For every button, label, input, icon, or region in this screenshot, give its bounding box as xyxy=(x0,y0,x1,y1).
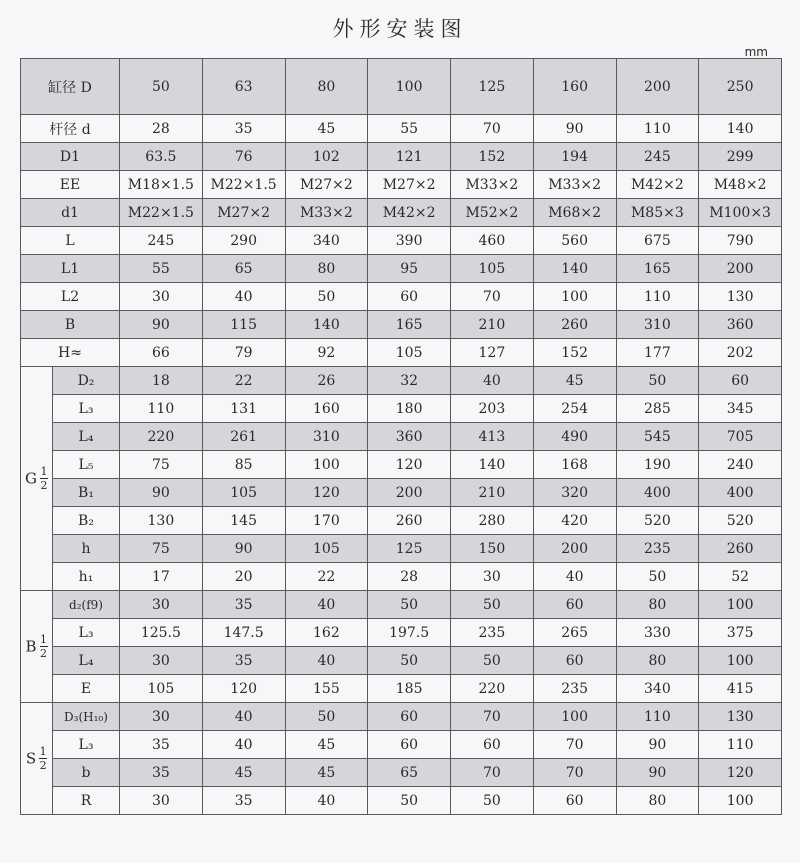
table-cell: 235 xyxy=(533,675,616,703)
table-cell: M33×2 xyxy=(533,171,616,199)
table-cell: 28 xyxy=(120,115,203,143)
table-cell: 340 xyxy=(285,227,368,255)
row-label: 杆径 d xyxy=(21,115,120,143)
table-cell: 250 xyxy=(699,59,782,115)
table-cell: 65 xyxy=(202,255,285,283)
table-cell: 130 xyxy=(699,283,782,311)
table-cell: 254 xyxy=(533,395,616,423)
table-cell: 560 xyxy=(533,227,616,255)
table-cell: 22 xyxy=(285,563,368,591)
table-cell: 45 xyxy=(285,115,368,143)
table-cell: 310 xyxy=(616,311,699,339)
table-cell: 194 xyxy=(533,143,616,171)
table-cell: 245 xyxy=(616,143,699,171)
table-cell: 140 xyxy=(699,115,782,143)
table-cell: M100×3 xyxy=(699,199,782,227)
table-row xyxy=(21,283,782,311)
table-cell: 80 xyxy=(285,59,368,115)
group-letter: G xyxy=(25,469,37,488)
table-cell: 50 xyxy=(285,283,368,311)
table-cell: 265 xyxy=(533,619,616,647)
table-cell: 30 xyxy=(120,703,203,731)
table-cell: 790 xyxy=(699,227,782,255)
row-label: L₄ xyxy=(53,423,120,451)
table-row xyxy=(21,759,782,787)
table-cell: 90 xyxy=(120,311,203,339)
table-cell: 130 xyxy=(120,507,203,535)
row-label: B₂ xyxy=(53,507,120,535)
table-cell: 675 xyxy=(616,227,699,255)
table-cell: 120 xyxy=(368,451,451,479)
table-cell: 261 xyxy=(202,423,285,451)
row-label: D1 xyxy=(21,143,120,171)
table-cell: 140 xyxy=(451,451,534,479)
table-cell: 30 xyxy=(120,647,203,675)
table-cell: 60 xyxy=(533,647,616,675)
table-cell: 345 xyxy=(699,395,782,423)
table-row xyxy=(21,59,782,115)
table-cell: 290 xyxy=(202,227,285,255)
table-cell: 100 xyxy=(699,647,782,675)
table-cell: 170 xyxy=(285,507,368,535)
row-label: E xyxy=(53,675,120,703)
table-row xyxy=(21,143,782,171)
table-cell: 197.5 xyxy=(368,619,451,647)
table-cell: 50 xyxy=(451,647,534,675)
table-cell: 17 xyxy=(120,563,203,591)
table-cell: 30 xyxy=(120,283,203,311)
table-cell: 100 xyxy=(699,787,782,815)
table-cell: 70 xyxy=(451,115,534,143)
table-cell: 260 xyxy=(699,535,782,563)
table-cell: 320 xyxy=(533,479,616,507)
table-cell: 40 xyxy=(285,787,368,815)
group-fraction xyxy=(40,465,48,492)
group-fraction xyxy=(40,633,48,660)
table-cell: 705 xyxy=(699,423,782,451)
table-cell: 180 xyxy=(368,395,451,423)
table-cell: 90 xyxy=(533,115,616,143)
row-label: H≈ xyxy=(21,339,120,367)
table-row xyxy=(21,171,782,199)
table-cell: 63.5 xyxy=(120,143,203,171)
table-cell: M48×2 xyxy=(699,171,782,199)
table-row xyxy=(21,675,782,703)
table-cell: 100 xyxy=(533,283,616,311)
table-cell: 70 xyxy=(451,759,534,787)
table-cell: 147.5 xyxy=(202,619,285,647)
table-cell: 260 xyxy=(533,311,616,339)
table-cell: 210 xyxy=(451,479,534,507)
row-label: h xyxy=(53,535,120,563)
table-cell: 76 xyxy=(202,143,285,171)
table-cell: 310 xyxy=(285,423,368,451)
fraction-denominator: 2 xyxy=(40,647,48,660)
table-cell: 90 xyxy=(202,535,285,563)
table-row xyxy=(21,647,782,675)
table-cell: 152 xyxy=(533,339,616,367)
table-cell: 120 xyxy=(202,675,285,703)
table-cell: 40 xyxy=(285,591,368,619)
table-cell: 70 xyxy=(451,703,534,731)
row-label: EE xyxy=(21,171,120,199)
table-cell: 35 xyxy=(120,731,203,759)
fraction-numerator: 1 xyxy=(40,465,48,478)
table-cell: 50 xyxy=(368,647,451,675)
group-label xyxy=(21,591,53,703)
group-letter: S xyxy=(25,749,37,768)
table-cell: 110 xyxy=(699,731,782,759)
table-cell: 165 xyxy=(616,255,699,283)
table-cell: M27×2 xyxy=(202,199,285,227)
table-cell: 415 xyxy=(699,675,782,703)
table-cell: 105 xyxy=(285,535,368,563)
table-cell: 50 xyxy=(616,563,699,591)
table-cell: 168 xyxy=(533,451,616,479)
table-cell: 460 xyxy=(451,227,534,255)
table-row xyxy=(21,507,782,535)
table-cell: 40 xyxy=(451,367,534,395)
table-cell: 185 xyxy=(368,675,451,703)
table-cell: 22 xyxy=(202,367,285,395)
table-row xyxy=(21,591,782,619)
table-cell: 203 xyxy=(451,395,534,423)
table-cell: 490 xyxy=(533,423,616,451)
group-label xyxy=(21,703,53,815)
table-cell: 400 xyxy=(616,479,699,507)
table-cell: 220 xyxy=(120,423,203,451)
table-cell: 40 xyxy=(533,563,616,591)
table-row xyxy=(21,703,782,731)
row-label: 缸径 D xyxy=(21,59,120,115)
table-cell: 152 xyxy=(451,143,534,171)
table-cell: 100 xyxy=(699,591,782,619)
table-cell: 125 xyxy=(368,535,451,563)
table-row xyxy=(21,115,782,143)
dimension-table xyxy=(20,58,782,815)
row-label: L₄ xyxy=(53,647,120,675)
table-cell: M52×2 xyxy=(451,199,534,227)
table-cell: 50 xyxy=(368,787,451,815)
table-cell: 235 xyxy=(616,535,699,563)
table-cell: 245 xyxy=(120,227,203,255)
table-cell: 28 xyxy=(368,563,451,591)
table-cell: 375 xyxy=(699,619,782,647)
table-cell: 400 xyxy=(699,479,782,507)
fraction-numerator: 1 xyxy=(40,633,48,646)
table-cell: 30 xyxy=(120,591,203,619)
table-cell: 110 xyxy=(616,283,699,311)
table-cell: 200 xyxy=(616,59,699,115)
table-cell: 30 xyxy=(120,787,203,815)
table-cell: 30 xyxy=(451,563,534,591)
table-cell: 80 xyxy=(285,255,368,283)
table-cell: 140 xyxy=(533,255,616,283)
table-cell: 50 xyxy=(451,591,534,619)
table-cell: 45 xyxy=(202,759,285,787)
table-row xyxy=(21,367,782,395)
table-cell: 520 xyxy=(699,507,782,535)
table-row xyxy=(21,563,782,591)
table-row xyxy=(21,255,782,283)
row-label: L₃ xyxy=(53,395,120,423)
table-cell: M22×1.5 xyxy=(120,199,203,227)
table-cell: M18×1.5 xyxy=(120,171,203,199)
table-cell: 60 xyxy=(533,787,616,815)
table-cell: 60 xyxy=(368,731,451,759)
table-cell: 200 xyxy=(368,479,451,507)
table-cell: 35 xyxy=(120,759,203,787)
table-cell: 102 xyxy=(285,143,368,171)
table-row xyxy=(21,787,782,815)
table-cell: 125 xyxy=(451,59,534,115)
table-cell: M22×1.5 xyxy=(202,171,285,199)
table-cell: 60 xyxy=(368,703,451,731)
table-cell: 40 xyxy=(202,703,285,731)
table-cell: 235 xyxy=(451,619,534,647)
row-label: B₁ xyxy=(53,479,120,507)
table-cell: 202 xyxy=(699,339,782,367)
table-cell: 545 xyxy=(616,423,699,451)
table-cell: 177 xyxy=(616,339,699,367)
table-cell: 90 xyxy=(120,479,203,507)
table-cell: 240 xyxy=(699,451,782,479)
table-row xyxy=(21,311,782,339)
table-cell: 63 xyxy=(202,59,285,115)
table-cell: 165 xyxy=(368,311,451,339)
table-cell: 145 xyxy=(202,507,285,535)
table-cell: 70 xyxy=(533,759,616,787)
table-cell: 105 xyxy=(368,339,451,367)
table-cell: 90 xyxy=(616,759,699,787)
table-cell: 90 xyxy=(616,731,699,759)
table-cell: 340 xyxy=(616,675,699,703)
table-cell: 150 xyxy=(451,535,534,563)
table-cell: 40 xyxy=(202,731,285,759)
table-cell: 35 xyxy=(202,787,285,815)
table-row xyxy=(21,451,782,479)
table-cell: 45 xyxy=(285,731,368,759)
unit-label: mm xyxy=(744,45,768,59)
fraction-denominator: 2 xyxy=(40,479,48,492)
table-row xyxy=(21,479,782,507)
table-cell: 285 xyxy=(616,395,699,423)
table-row xyxy=(21,339,782,367)
table-cell: 190 xyxy=(616,451,699,479)
table-cell: M27×2 xyxy=(285,171,368,199)
table-cell: 115 xyxy=(202,311,285,339)
table-cell: 75 xyxy=(120,451,203,479)
table-cell: 66 xyxy=(120,339,203,367)
table-cell: 80 xyxy=(616,591,699,619)
table-cell: 160 xyxy=(285,395,368,423)
fraction-numerator: 1 xyxy=(39,745,47,758)
table-cell: 420 xyxy=(533,507,616,535)
table-cell: 110 xyxy=(120,395,203,423)
row-label: d1 xyxy=(21,199,120,227)
table-cell: 65 xyxy=(368,759,451,787)
row-label: L2 xyxy=(21,283,120,311)
table-cell: 95 xyxy=(368,255,451,283)
table-cell: 105 xyxy=(451,255,534,283)
table-cell: 125.5 xyxy=(120,619,203,647)
table-cell: 260 xyxy=(368,507,451,535)
table-cell: 60 xyxy=(699,367,782,395)
table-cell: M68×2 xyxy=(533,199,616,227)
table-cell: 155 xyxy=(285,675,368,703)
table-row xyxy=(21,227,782,255)
table-row xyxy=(21,423,782,451)
table-cell: 390 xyxy=(368,227,451,255)
row-label: b xyxy=(53,759,120,787)
row-label: R xyxy=(53,787,120,815)
group-fraction xyxy=(39,745,47,772)
row-label: D₃(H₁₀) xyxy=(53,703,120,731)
group-label xyxy=(21,367,53,591)
table-cell: 120 xyxy=(285,479,368,507)
table-cell: 20 xyxy=(202,563,285,591)
table-cell: 110 xyxy=(616,703,699,731)
table-cell: 40 xyxy=(285,647,368,675)
table-cell: 50 xyxy=(616,367,699,395)
table-cell: 100 xyxy=(285,451,368,479)
table-cell: 131 xyxy=(202,395,285,423)
table-cell: 360 xyxy=(368,423,451,451)
table-row xyxy=(21,395,782,423)
page-title: 外形安装图 xyxy=(332,17,468,41)
table-cell: 130 xyxy=(699,703,782,731)
table-cell: 18 xyxy=(120,367,203,395)
table-cell: 45 xyxy=(285,759,368,787)
table-cell: 105 xyxy=(202,479,285,507)
table-cell: 55 xyxy=(368,115,451,143)
table-row xyxy=(21,535,782,563)
row-label: L₃ xyxy=(53,731,120,759)
group-letter: B xyxy=(25,637,37,656)
table-cell: 35 xyxy=(202,115,285,143)
table-row xyxy=(21,199,782,227)
table-cell: 60 xyxy=(533,591,616,619)
table-cell: M85×3 xyxy=(616,199,699,227)
row-label: L₅ xyxy=(53,451,120,479)
table-cell: 70 xyxy=(451,283,534,311)
table-cell: 200 xyxy=(699,255,782,283)
table-cell: 200 xyxy=(533,535,616,563)
row-label: L1 xyxy=(21,255,120,283)
table-cell: M33×2 xyxy=(451,171,534,199)
table-cell: 220 xyxy=(451,675,534,703)
table-cell: 100 xyxy=(368,59,451,115)
row-label: B xyxy=(21,311,120,339)
row-label: L₃ xyxy=(53,619,120,647)
table-cell: 360 xyxy=(699,311,782,339)
table-cell: 70 xyxy=(533,731,616,759)
row-label: D₂ xyxy=(53,367,120,395)
table-cell: 100 xyxy=(533,703,616,731)
table-cell: 210 xyxy=(451,311,534,339)
table-cell: 80 xyxy=(616,787,699,815)
table-cell: 40 xyxy=(202,283,285,311)
table-cell: 120 xyxy=(699,759,782,787)
table-cell: 50 xyxy=(120,59,203,115)
table-cell: 32 xyxy=(368,367,451,395)
table-cell: 85 xyxy=(202,451,285,479)
table-cell: 121 xyxy=(368,143,451,171)
table-cell: 80 xyxy=(616,647,699,675)
table-cell: M42×2 xyxy=(368,199,451,227)
table-cell: 127 xyxy=(451,339,534,367)
table-cell: M33×2 xyxy=(285,199,368,227)
table-cell: 79 xyxy=(202,339,285,367)
table-cell: 45 xyxy=(533,367,616,395)
table-cell: 140 xyxy=(285,311,368,339)
table-cell: 330 xyxy=(616,619,699,647)
table-cell: M27×2 xyxy=(368,171,451,199)
row-label: L xyxy=(21,227,120,255)
table-cell: 35 xyxy=(202,647,285,675)
table-cell: M42×2 xyxy=(616,171,699,199)
table-cell: 92 xyxy=(285,339,368,367)
table-row xyxy=(21,731,782,759)
table-cell: 60 xyxy=(451,731,534,759)
table-cell: 26 xyxy=(285,367,368,395)
table-cell: 55 xyxy=(120,255,203,283)
fraction-denominator: 2 xyxy=(39,759,47,772)
table-cell: 162 xyxy=(285,619,368,647)
table-cell: 280 xyxy=(451,507,534,535)
table-cell: 75 xyxy=(120,535,203,563)
table-cell: 110 xyxy=(616,115,699,143)
table-cell: 35 xyxy=(202,591,285,619)
table-cell: 50 xyxy=(451,787,534,815)
table-cell: 413 xyxy=(451,423,534,451)
row-label: h₁ xyxy=(53,563,120,591)
table-cell: 60 xyxy=(368,283,451,311)
table-cell: 50 xyxy=(368,591,451,619)
table-row xyxy=(21,619,782,647)
table-cell: 52 xyxy=(699,563,782,591)
table-cell: 299 xyxy=(699,143,782,171)
table-cell: 160 xyxy=(533,59,616,115)
table-cell: 50 xyxy=(285,703,368,731)
table-cell: 105 xyxy=(120,675,203,703)
table-cell: 520 xyxy=(616,507,699,535)
row-label: d₂(f9) xyxy=(53,591,120,619)
